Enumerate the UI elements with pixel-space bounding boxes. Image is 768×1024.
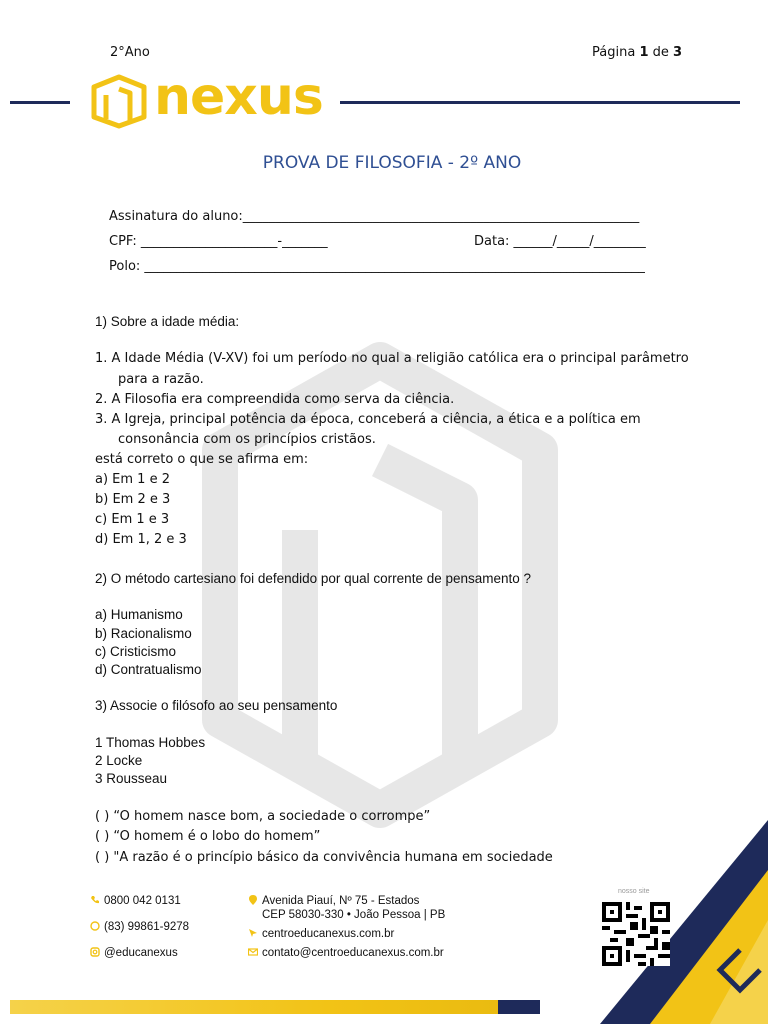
header-rule-left	[10, 101, 70, 104]
footer-address-line2: CEP 58030-330 • João Pessoa | PB	[262, 909, 446, 921]
q1-statement: 1. A Idade Média (V-XV) foi um período no qual a religião católica era o principal parâmetro	[95, 351, 689, 366]
q1-option-a: a) Em 1 e 2	[95, 472, 170, 487]
question-2-heading: 2) O método cartesiano foi defendido por qual corrente de pensamento ?	[95, 571, 532, 586]
q1-option-b: b) Em 2 e 3	[95, 492, 171, 507]
question-3-heading: 3) Associe o filósofo ao seu pensamento	[95, 698, 338, 713]
footer-whatsapp: (83) 99861-9278	[90, 921, 189, 933]
logo-cube-icon	[88, 73, 150, 129]
footer-instagram: @educanexus	[90, 947, 178, 959]
footer-website: centroeducanexus.com.br	[248, 928, 394, 940]
cpf-field: CPF: _____________________-_______	[109, 234, 328, 249]
q1-statement: consonância com os princípios cristãos.	[118, 432, 376, 447]
q2-option-b: b) Racionalismo	[95, 626, 192, 641]
footer-email: contato@centroeducanexus.com.br	[248, 947, 444, 959]
instagram-icon	[90, 947, 100, 957]
polo-field: Polo: _____________________________________________________________________________	[109, 259, 645, 274]
q2-option-a: a) Humanismo	[95, 607, 183, 622]
location-pin-icon	[248, 895, 258, 905]
page-prefix: Página	[592, 45, 640, 60]
q3-item: ( ) "A razão é o princípio básico da convivência humana em sociedade	[95, 850, 553, 865]
q3-philosopher: 2 Locke	[95, 753, 143, 768]
header-rule-right	[340, 101, 740, 104]
page-indicator	[592, 45, 682, 60]
question-1-heading: 1) Sobre a idade média:	[95, 314, 240, 329]
q1-statement: 2. A Filosofia era compreendida como serva da ciência.	[95, 392, 455, 407]
q3-item: ( ) “O homem nasce bom, a sociedade o corrompe”	[95, 809, 431, 824]
q2-option-c: c) Cristicismo	[95, 644, 176, 659]
q1-statement: para a razão.	[118, 372, 204, 387]
footer-bar-accent	[498, 1000, 540, 1014]
whatsapp-icon	[90, 921, 100, 931]
page-total: 3	[673, 45, 683, 60]
phone-icon	[90, 895, 100, 905]
qr-code-icon	[602, 902, 670, 966]
footer-phone: 0800 042 0131	[90, 895, 181, 907]
q1-prompt: está correto o que se afirma em:	[95, 452, 309, 467]
page-current: 1	[639, 45, 649, 60]
grade-label: 2°Ano	[110, 45, 150, 60]
date-field: Data: ______/_____/________	[474, 234, 646, 249]
q1-option-d: d) Em 1, 2 e 3	[95, 532, 187, 547]
page-title: PROVA DE FILOSOFIA - 2º ANO	[262, 153, 522, 173]
q3-item: ( ) “O homem é o lobo do homem”	[95, 829, 321, 844]
signature-field: Assinatura do aluno:_____________________________________________________________	[109, 209, 640, 224]
page-of: de	[648, 45, 673, 60]
q1-statement: 3. A Igreja, principal potência da época, conceberá a ciência, a ética e a política em	[95, 412, 641, 427]
footer-address: Avenida Piauí, Nº 75 - Estados	[248, 895, 419, 907]
q1-option-c: c) Em 1 e 3	[95, 512, 170, 527]
mail-icon	[248, 947, 258, 957]
q3-philosopher: 3 Rousseau	[95, 771, 168, 786]
cursor-icon	[248, 928, 258, 938]
qr-label: nosso site	[618, 888, 650, 895]
q2-option-d: d) Contratualismo	[95, 662, 202, 677]
q3-philosopher: 1 Thomas Hobbes	[95, 735, 206, 750]
nexus-logo	[88, 67, 328, 129]
footer-bar	[10, 1000, 540, 1014]
logo-wordmark: nexus	[154, 67, 323, 127]
